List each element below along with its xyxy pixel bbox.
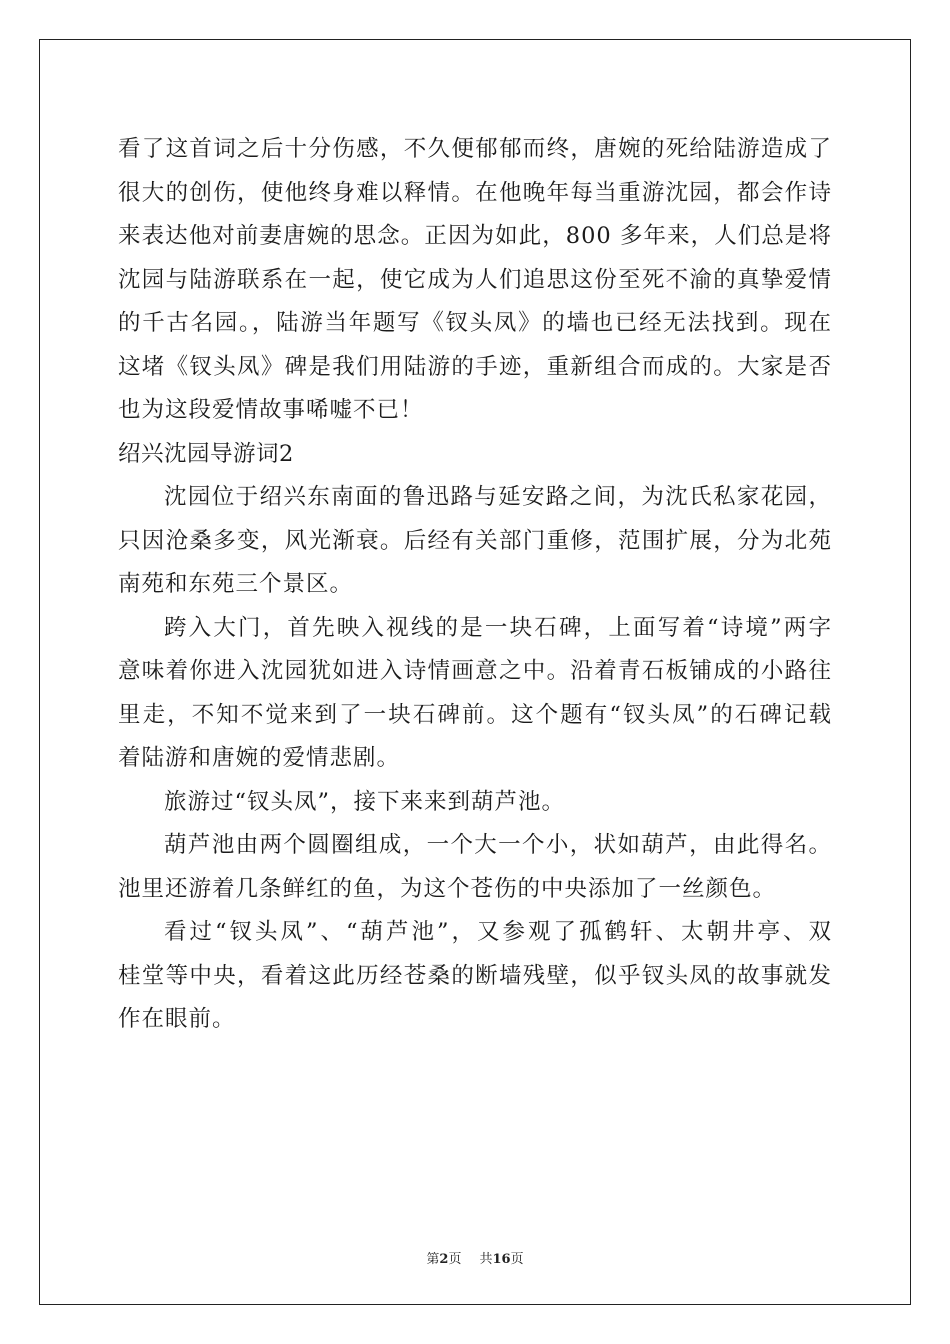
text-line: 里走，不知不觉来到了一块石碑前。这个题有“钗头凤”的石碑记载 [118, 701, 832, 728]
heading-text: 绍兴沈园导游词2 [118, 440, 294, 467]
text-line: 作在眼前。 [118, 1006, 236, 1032]
document-body [118, 128, 832, 1042]
text-line: 南苑和东苑三个景区。 [118, 571, 354, 597]
page-prefix: 第 [426, 1252, 440, 1267]
text-line: 看了这首词之后十分伤感，不久便郁郁而终，唐婉的死给陆游造成了 [118, 136, 832, 162]
paragraph [118, 476, 832, 607]
page-footer [0, 1248, 950, 1267]
total-suffix: 页 [510, 1252, 524, 1267]
text-line: 葫芦池由两个圆圈组成，一个大一个小，状如葫芦，由此得名。 [164, 832, 832, 858]
text-line: 来表达他对前妻唐婉的思念。正因为如此，800 多年来，人们总是将 [118, 223, 832, 249]
text-line: 这堵《钗头凤》碑是我们用陆游的手迹，重新组合而成的。大家是否 [118, 353, 832, 380]
text-line: 看过“钗头凤”、“葫芦池”，又参观了孤鹤轩、太朝井亭、双 [164, 919, 832, 945]
page-number: 2 [439, 1252, 449, 1267]
text-line: 的千古名园。，陆游当年题写《钗头凤》的墙也已经无法找到。现在 [118, 310, 832, 336]
paragraph [118, 128, 832, 433]
paragraph [118, 824, 832, 911]
text-line: 也为这段爱情故事唏嘘不已！ [118, 397, 424, 423]
text-line: 只因沧桑多变，风光渐衰。后经有关部门重修，范围扩展，分为北苑 [118, 527, 832, 554]
text-line: 意味着你进入沈园犹如进入诗情画意之中。沿着青石板铺成的小路往 [118, 658, 832, 684]
total-pages: 16 [492, 1252, 511, 1267]
text-line: 跨入大门，首先映入视线的是一块石碑，上面写着“诗境”两字 [164, 614, 832, 641]
text-line: 旅游过“钗头凤”，接下来来到葫芦池。 [164, 788, 566, 815]
text-line: 着陆游和唐婉的爱情悲剧。 [118, 745, 401, 771]
paragraph [118, 781, 832, 825]
text-line: 沈园位于绍兴东南面的鲁迅路与延安路之间，为沈氏私家花园， [164, 484, 832, 510]
paragraph [118, 911, 832, 1042]
total-prefix: 共 [479, 1252, 493, 1267]
text-line: 很大的创伤，使他终身难以释情。在他晚年每当重游沈园，都会作诗 [118, 179, 832, 206]
text-line: 桂堂等中央，看着这此历经苍桑的断墙残壁，似乎钗头凤的故事就发 [118, 962, 832, 989]
text-line: 池里还游着几条鲜红的鱼，为这个苍伤的中央添加了一丝颜色。 [118, 875, 777, 902]
page-suffix: 页 [448, 1252, 462, 1267]
text-line: 沈园与陆游联系在一起，使它成为人们追思这份至死不渝的真挚爱情 [118, 266, 832, 293]
section-heading [118, 433, 832, 477]
paragraph [118, 607, 832, 781]
